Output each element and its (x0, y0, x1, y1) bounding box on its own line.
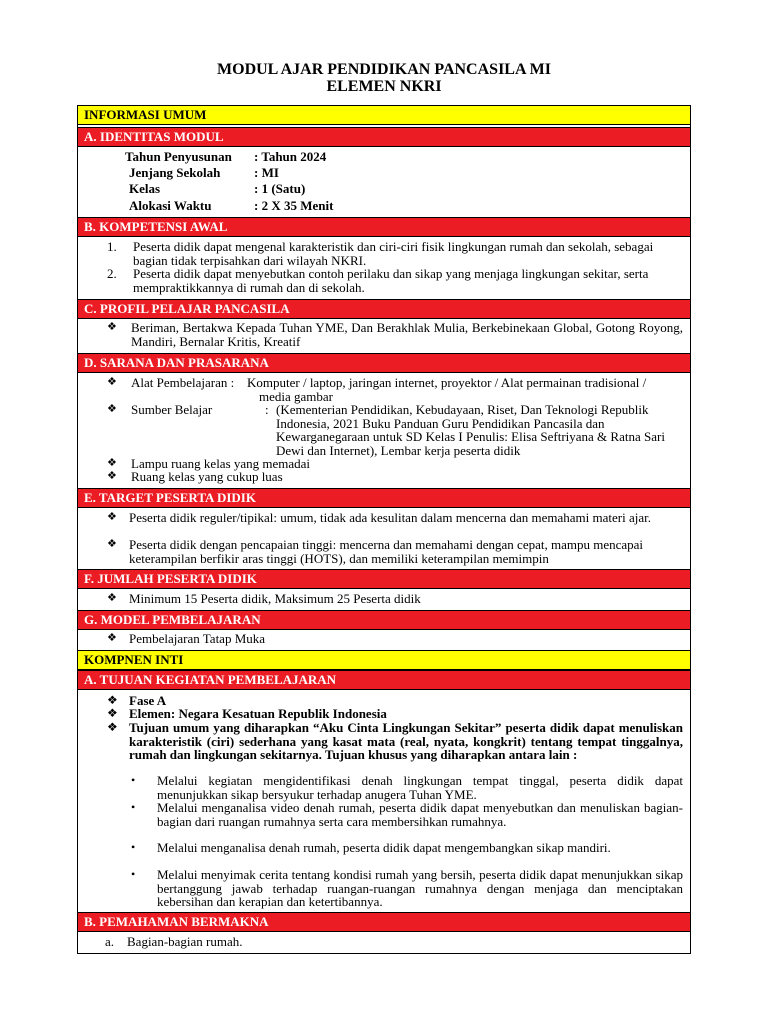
section-kompetensi-awal: B. KOMPETENSI AWAL (77, 217, 691, 237)
elemen-text: Elemen: Negara Kesatuan Republik Indonesia (129, 706, 387, 721)
tujuan-point: Melalui menganalisa denah rumah, peserta didik dapat mengembangkan sikap mandiri. (157, 840, 611, 855)
identitas-label: Alokasi Waktu (129, 198, 212, 213)
diamond-bullet-icon: ❖ (107, 511, 117, 523)
diamond-bullet-icon: ❖ (107, 321, 117, 333)
pemahaman-item: Bagian-bagian rumah. (127, 934, 243, 949)
list-letter: a. (105, 934, 115, 949)
sumber-text: Dewi dan Internet), Lembar kerja peserta didik (276, 443, 521, 458)
identitas-label: Tahun Penyusunan (125, 149, 232, 164)
section-sarana-prasarana: D. SARANA DAN PRASARANA (77, 353, 691, 373)
round-bullet-icon: • (131, 773, 136, 787)
alat-text: Komputer / laptop, jaringan internet, proyektor / Alat permainan tradisional / (247, 375, 647, 390)
tujuan-text: Tujuan umum yang diharapkan “Aku Cinta Lingkungan Sekitar” peserta didik dapat menuliskan karakteristik (ciri) sederhana yang kasat mata (real, nyata, kongkrit) tentang tempat tinggalnya, rumah dan lingkungan sekitarnya. Tujuan khusus yang diharapkan antara lain : (129, 720, 683, 762)
sarana-item: Lampu ruang kelas yang memadai (131, 456, 311, 471)
list-number: 1. (107, 239, 117, 254)
identitas-value: : 1 (Satu) (254, 181, 306, 196)
jumlah-text: Minimum 15 Peserta didik, Maksimum 25 Peserta didik (129, 591, 421, 606)
fase-text: Fase A (129, 693, 167, 708)
diamond-bullet-icon: ❖ (107, 538, 117, 550)
diamond-bullet-icon: ❖ (107, 632, 117, 644)
section-informasi-umum: INFORMASI UMUM (77, 105, 691, 125)
section-pemahaman-bermakna: B. PEMAHAMAN BERMAKNA (77, 912, 691, 932)
identitas-value: : Tahun 2024 (254, 149, 327, 164)
tujuan-point: Melalui kegiatan mengidentifikasi denah lingkungan tempat tinggal, peserta didik dapat menunjukkan sikap bersyukur terhadap anugera Tuhan YME. (157, 773, 683, 802)
section-target-peserta: E. TARGET PESERTA DIDIK (77, 488, 691, 508)
document-title: MODUL AJAR PENDIDIKAN PANCASILA MI (217, 61, 551, 78)
round-bullet-icon: • (131, 867, 136, 881)
identitas-value: : MI (254, 165, 279, 180)
section-komponen-inti: KOMPNEN INTI (77, 650, 691, 670)
round-bullet-icon: • (131, 800, 136, 814)
alat-text: media gambar (259, 389, 333, 404)
diamond-bullet-icon: ❖ (107, 693, 118, 707)
profil-text: Beriman, Bertakwa Kepada Tuhan YME, Dan Berakhlak Mulia, Berkebinekaan Global, Gotong Royong, Mandiri, Bernalar Kritis, Kreatif (131, 320, 683, 349)
sumber-text: Kewarganegaraan untuk SD Kelas I Penulis: Elisa Seftriyana & Ratna Sari (276, 429, 665, 444)
document-subtitle: ELEMEN NKRI (326, 78, 442, 95)
diamond-bullet-icon: ❖ (107, 706, 118, 720)
section-model-pembelajaran: G. MODEL PEMBELAJARAN (77, 610, 691, 630)
diamond-bullet-icon: ❖ (107, 592, 117, 604)
section-tujuan-kegiatan: A. TUJUAN KEGIATAN PEMBELAJARAN (77, 670, 691, 690)
diamond-bullet-icon: ❖ (107, 457, 117, 469)
diamond-bullet-icon: ❖ (107, 470, 117, 482)
sumber-label: Sumber Belajar (131, 402, 213, 417)
identitas-label: Jenjang Sekolah (129, 165, 221, 180)
target-item: Peserta didik dengan pencapaian tinggi: mencerna dan memahami dengan cepat, mampu mencapai (129, 537, 644, 552)
identitas-value: : 2 X 35 Menit (254, 198, 334, 213)
identitas-label: Kelas (129, 181, 161, 196)
section-jumlah-peserta: F. JUMLAH PESERTA DIDIK (77, 569, 691, 589)
diamond-bullet-icon: ❖ (107, 376, 117, 388)
alat-label: Alat Pembelajaran : (131, 375, 235, 390)
diamond-bullet-icon: ❖ (107, 403, 117, 415)
sumber-colon: : (265, 402, 269, 417)
list-number: 2. (107, 266, 117, 281)
sumber-text: Indonesia, 2021 Buku Panduan Guru Pendidikan Pancasila dan (276, 416, 605, 431)
model-text: Pembelajaran Tatap Muka (129, 631, 266, 646)
tujuan-point: Melalui menyimak cerita tentang kondisi rumah yang bersih, peserta didik dapat menunjukkan sikap bertanggung jawab terhadap ruangan-ruangan rumahnya dengan menjaga dan menciptakan kebersihan dan kerapian dan ketertibannya. (157, 867, 683, 909)
tujuan-point: Melalui menganalisa video denah rumah, peserta didik dapat menyebutkan dan menuliskan bagian-bagian dari ruangan rumahnya serta cara membersihkan rumahnya. (157, 800, 683, 829)
kompetensi-item: mempraktikkannya di rumah dan di sekolah. (133, 280, 365, 295)
diamond-bullet-icon: ❖ (107, 720, 118, 734)
kompetensi-item: Peserta didik dapat menyebutkan contoh perilaku dan sikap yang menjaga lingkungan sekitar, serta (133, 266, 649, 281)
sumber-text: (Kementerian Pendidikan, Kebudayaan, Riset, Dan Teknologi Republik (276, 402, 649, 417)
section-profil-pelajar: C. PROFIL PELAJAR PANCASILA (77, 299, 691, 319)
kompetensi-item: bagian tidak terpisahkan dari wilayah NKRI. (133, 253, 367, 268)
section-identitas-modul: A. IDENTITAS MODUL (77, 127, 691, 147)
target-item: Peserta didik reguler/tipikal: umum, tidak ada kesulitan dalam mencerna dan memahami materi ajar. (129, 510, 651, 525)
sarana-item: Ruang kelas yang cukup luas (131, 469, 283, 484)
round-bullet-icon: • (131, 840, 136, 854)
target-item: keterampilan berfikir aras tinggi (HOTS), dan memiliki keterampilan memimpin (129, 551, 549, 566)
kompetensi-item: Peserta didik dapat mengenal karakteristik dan ciri-ciri fisik lingkungan rumah dan sekolah, sebagai (133, 239, 654, 254)
